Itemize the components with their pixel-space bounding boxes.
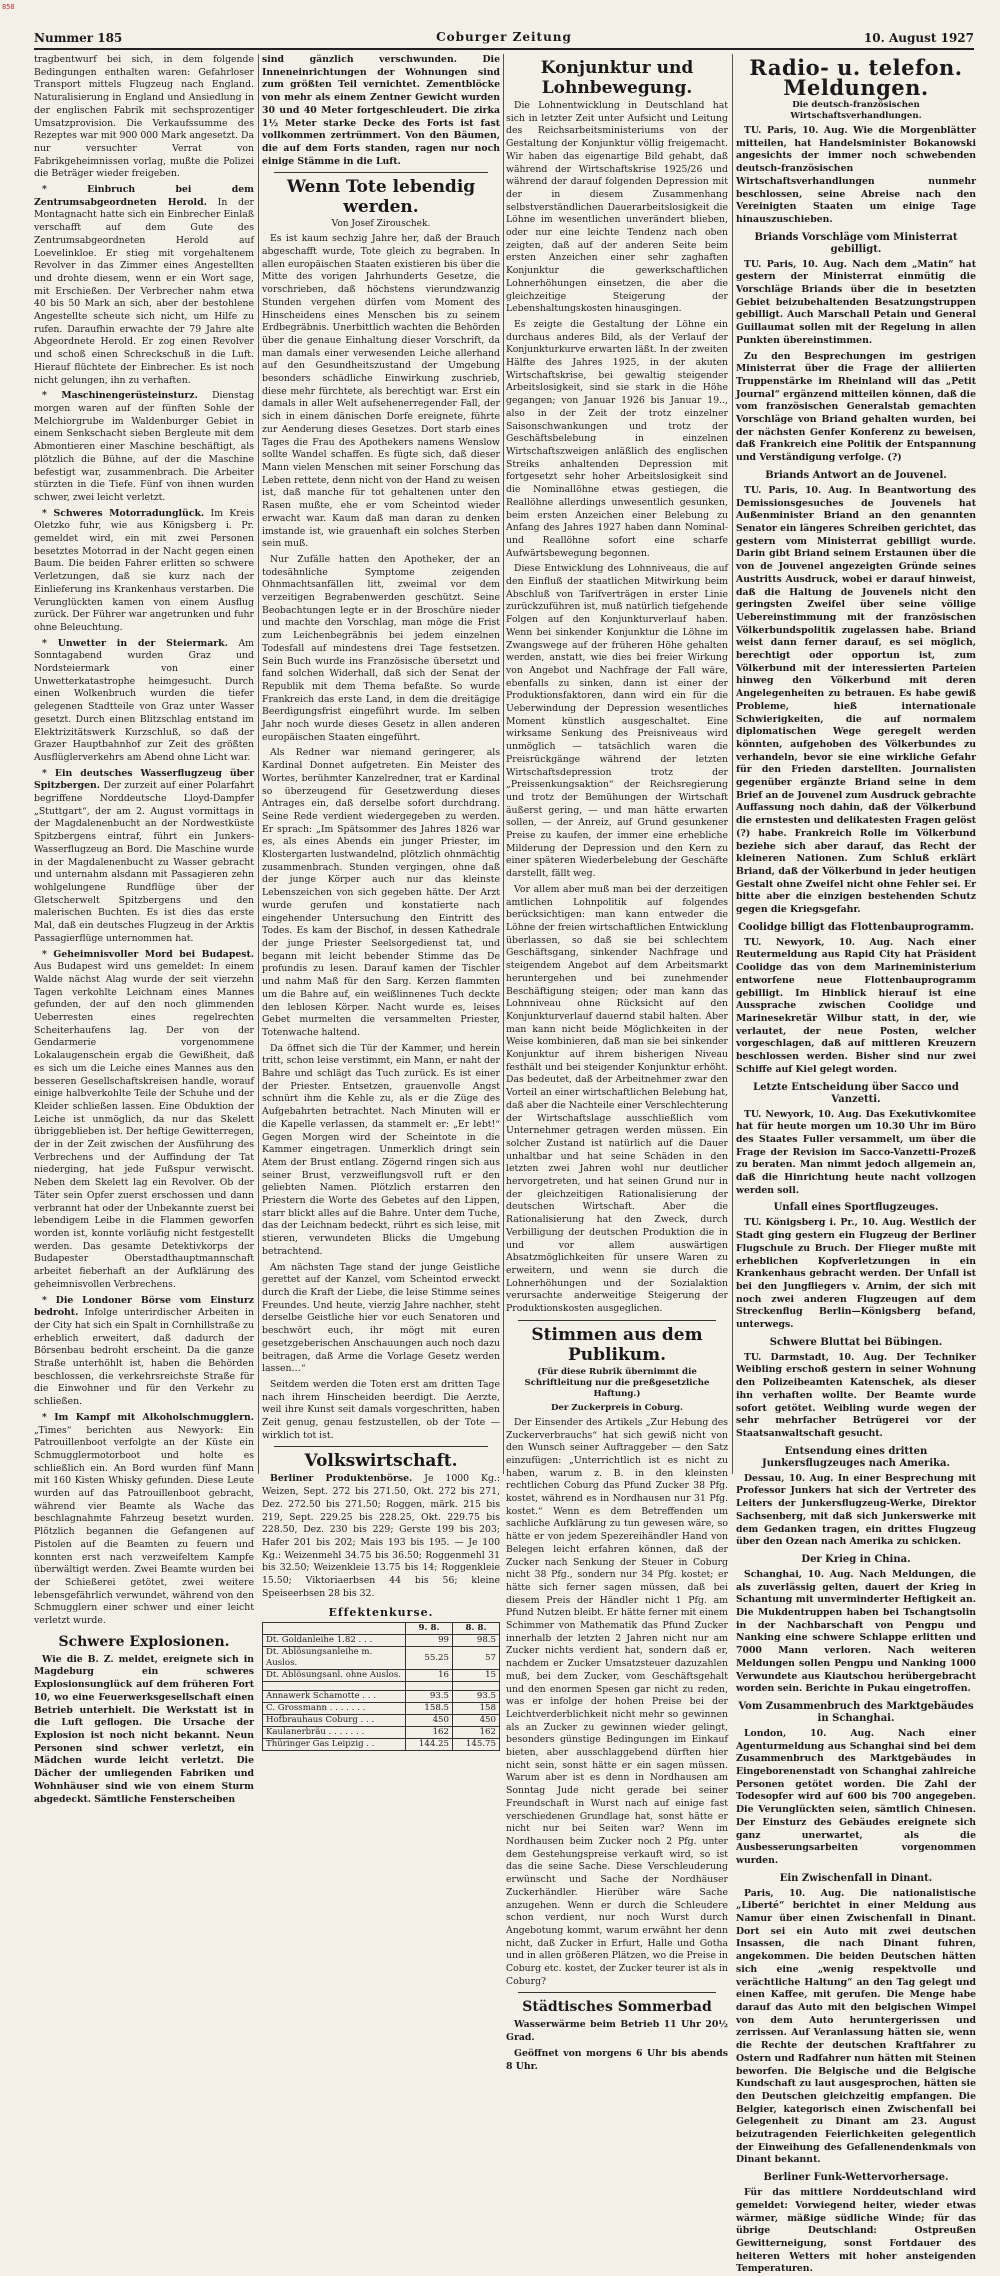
price-cell: 158.5 (406, 1703, 453, 1715)
article-text (34, 1295, 254, 1409)
table-row (263, 1647, 500, 1670)
article-subheading: Ein Zwischenfall in Dinant. (779, 1872, 933, 1884)
article-runin-heading: Berliner Produktenbörse. (270, 1473, 413, 1485)
column-divider (732, 54, 733, 1474)
security-name: Annawerk Schamotte . . . (263, 1691, 406, 1703)
table-row (263, 1670, 500, 1682)
table-header-cell: 9. 8. (406, 1623, 453, 1635)
price-cell: 158 (453, 1703, 500, 1715)
article-runin-heading: * Im Kampf mit Alkoholschmugglern. (42, 1411, 254, 1423)
article-body: Infolge unterirdischer Arbeiten in der City hat sich ein Spalt in Cornhillstraße zu erheblich erweitert, daß dadurch der Börsenbau bedroht erscheint. Da die ganze Straße unterhöhlt ist, haben die Behörden beschlossen, die verkehrsreichste Straße für die Einwohner und für den Verkehr zu schließen. (34, 1307, 254, 1408)
column-3 (506, 54, 728, 2072)
masthead: Coburger Zeitung (436, 30, 572, 44)
article-subheading: Die deutsch-französischen Wirtschaftsverhandlungen. (790, 100, 922, 121)
price-cell (406, 1682, 453, 1691)
article-text: Dessau, 10. Aug. In einer Besprechung mit Professor Junkers hat sich der Vertreter des Leiters der Junkersflugzeug-Werke, Direktor Sachsenberg, mit daß sich Junkerswerke mit dem Gedanken tragen, ein drittes Flugzeug über den Ozean nach Amerika zu schicken. (736, 1472, 976, 1548)
article-text (34, 1412, 254, 1628)
section-headline: Radio- u. telefon. Meldungen. (749, 55, 963, 100)
article-subheading: Schwere Bluttat bei Bübingen. (769, 1336, 943, 1348)
article-text: London, 10. Aug. Nach einer Agenturmeldung aus Schanghai sind bei dem Zusammenbruch des Marktgebäudes in Eingeborenenstadt von Schanghai zahlreiche Personen getötet worden. Die Zahl der Todesopfer wird auf 600 bis 700 angegeben. Die Verunglückten seien, sämtlich Chinesen. Der Einsturz des Gebäudes ereignete sich ganz unerwartet, als die Ausbesserungsarbeiten vorgenommen wurden. (736, 1727, 976, 1866)
table-header-row (263, 1623, 500, 1635)
article-runin-heading: * Ein deutsches Wasserflugzeug über Spitzbergen. (34, 767, 254, 792)
article-text (34, 508, 254, 635)
article-text: TU. Paris, 10. Aug. Nach dem „Matin“ hat gestern der Ministerrat einmütig die Vorschläge Briands über die in besetzten Gebiet beizubehaltenden Besatzungstruppen gebilligt. Auch Marschall Petain und General Guillaumat sollen mit der Regelung in allen Punkten übereinstimmen. (736, 258, 976, 346)
article-body: Je 1000 Kg.: Weizen, Sept. 272 bis 271.50, Okt. 272 bis 271, Dez. 272.50 bis 271.50; Roggen, märk. 215 bis 219, Sept. 229.25 bis 228.25, Okt. 229.75 bis 228.50, Dez. 230 bis 229; Gerste 199 bis 203; Hafer 201 bis 202; Mais 193 bis 195. — Je 100 Kg.: Weizenmehl 34.75 bis 36.50; Roggenmehl 31 bis 32.50; Weizenkleie 13.75 bis 14; Roggenkleie 15.50; Viktoriaerbsen 44 bis 56; kleine Speiseerbsen 28 bis 32. (262, 1473, 500, 1599)
article-headline: Konjunktur und Lohnbewegung. (540, 58, 694, 98)
article-runin-heading: * Maschinengerüsteinsturz. (42, 390, 198, 402)
table-header-cell (263, 1623, 406, 1635)
column-4 (736, 54, 976, 2275)
section-note: (Für diese Rubrik übernimmt die Schriftleitung nur die preßgesetzliche Haftung.) (524, 1366, 710, 1399)
price-cell: 99 (406, 1635, 453, 1647)
price-cell: 145.75 (453, 1739, 500, 1751)
article-text: TU. Newyork, 10. Aug. Nach einer Reutermeldung aus Rapid City hat Präsident Coolidge das von dem Marineministerium entworfene neue Flottenbauprogramm gebilligt. Im Hinblick hierauf ist eine Aussprache zwischen Coolidge und Marinesekretär Wilbur statt, in der, wie verlautet, der neue Posten, welcher vorgeschlagen, daß auf mittleren Kreuzern beschlossen werden. Bisher sind nur zwei Schiffe auf Kiel gelegt worden. (736, 936, 976, 1075)
security-name: Dt. Ablösungsanleihe m. Auslos. (263, 1647, 406, 1670)
article-headline: Schwere Explosionen. (58, 1633, 230, 1650)
article-text (34, 638, 254, 765)
security-name: Dt. Goldanleihe 1.82 . . . (263, 1635, 406, 1647)
price-cell: 93.5 (406, 1691, 453, 1703)
article-runin-heading: * Einbruch bei dem Zentrumsabgeordneten Herold. (34, 184, 254, 208)
article-subheading: Unfall eines Sportflugzeuges. (773, 1202, 939, 1214)
price-cell: 16 (406, 1670, 453, 1682)
security-name: Hofbrauhaus Coburg . . . (263, 1715, 406, 1727)
separator (274, 172, 488, 173)
article-runin-heading: * Schweres Motorradunglück. (42, 507, 205, 519)
article-body: Der zurzeit auf einer Polarfahrt begriffene Norddeutsche Lloyd-Dampfer „Stuttgart“, der am 2. August vormittags in der Magdalenenbucht an der Nordwestküste Spitzbergens eintraf, führt ein Junkers-Wasserflugzeug an Bord. Die Maschine wurde in der Magdalenenbucht zu Wasser gebracht und unternahm alsdann mit Passagieren zehn wohlgelungene Rundflüge über der Gletscherwelt Spitzbergens und den malerischen Buchten. Es ist dies das erste Mal, daß ein deutsches Flugzeug in der Arktis Passagierflüge unternommen hat. (34, 780, 254, 944)
article-text: TU. Newyork, 10. Aug. Das Exekutivkomitee hat für heute morgen um 10.30 Uhr im Büro des Staates Fuller versammelt, um über die Frage der Revision im Sacco-Vanzetti-Prozeß zu beraten. Man nimmt jedoch allgemein an, daß die Hinrichtung heute nacht vollzogen werden soll. (736, 1108, 976, 1196)
article-subheading: Entsendung eines dritten Junkersflugzeuges nach Amerika. (761, 1445, 951, 1469)
price-cell: 55.25 (406, 1647, 453, 1670)
article-text: Wie die B. Z. meldet, ereignete sich in Magdeburg ein schweres Explosionsunglück auf dem früheren Fort 10, wo eine Feuerwerksgesellschaft einen Betrieb unterhielt. Die Werkstatt ist in die Luft geflogen. Die Ursache der Explosion ist noch nicht bekannt. Neun Personen sind schwer verletzt, ein Mädchen wurde leicht verletzt. Die Dächer der umliegenden Fabriken und Wohnhäuser sind wie von einem Sturm abgedeckt. Sämtliche Fensterscheiben (34, 1653, 254, 1805)
article-text: Paris, 10. Aug. Die nationalistische „Liberté“ berichtet in einer Meldung aus Namur über einen Zwischenfall in Dinant. Dort sei ein Auto mit zwei deutschen Insassen, die nach Dinant fuhren, angekommen. Die beiden Deutschen hätten sich eine „wenig respektvolle und verächtliche Haltung“ an den Tag gelegt und einen Kaffee, mit gerufen. Die Menge habe darauf das Auto mit den belgischen Wimpel von dem Auto heruntergerissen und zerrissen. Auf Veranlassung hätten sie, wenn die Rechte der deutschen Kraftfahrer zu Ostern und Radfahrer nun hätten mit Steinen beworfen. Die Belgische und die Belgische Kundschaft zu laut ausgesprochen, hätten sie den Deutschen gleichzeitig empfangen. Die Belgier, kategorisch einen Zwischenfall bei Gelegenheit zu Dinant am 23. August beizutragenden Feierlichkeiten gelegentlich der Einweihung des Gefallenendenkmals von Dinant bekannt. (736, 1887, 976, 2166)
issue-date: 10. August 1927 (863, 31, 974, 45)
article-text: TU. Paris, 10. Aug. Wie die Morgenblätter mitteilen, hat Handelsminister Bokanowski angesichts der immer noch schwebenden deutsch-französischen Wirtschaftsverhandlungen nunmehr beschlossen, seine Abreise nach den Vereinigten Staaten um einige Tage hinauszuschieben. (736, 125, 976, 225)
article-text: Nur Zufälle hatten den Apotheker, der an todesähnliche Symptome zeigenden Ohnmachtsanfällen litt, zweimal vor dem verzeitigen Begrabenwerden geschützt. Seine Beobachtungen legte er in der Broschüre nieder und machte den Vorschlag, man möge die Frist zum Leichenbegräbnis bei jedem einzelnen Todesfall auf mindestens drei Tage festsetzen. Sein Buch wurde ins Französische übersetzt und fand solchen Widerhall, daß sich der Senat der Republik mit dem Thema befaßte. So wurde Frankreich das erste Land, in dem die dreitägige Beerdigungsfrist eingeführt wurde. Im selben Jahr noch wurde dieses Gesetz in allen anderen europäischen Staaten eingeführt. (262, 553, 500, 743)
security-name: Dt. Ablösungsanl. ohne Auslos. (263, 1670, 406, 1682)
article-runin-heading: * Geheimnisvoller Mord bei Budapest. (42, 948, 254, 960)
article-text: Diese Entwicklung des Lohnniveaus, die auf den Einfluß der staatlichen Mitwirkung beim Abschluß von Tarifverträgen in erster Linie zurückzuführen ist, muß natürlich tiefgehende Folgen auf den Konjunkturverlauf haben. Wenn bei sinkender Konjunktur die Löhne im Zwangswege auf der früheren Höhe gehalten werden, anstatt, wie dies bei freier Wirkung von Angebot und Nachfrage der Fall wäre, ebenfalls zu sinken, dann ist einer der Produktionsfaktoren, dann wird ein für die Ueberwindung der Depression wesentliches Moment künstlich ausgeschaltet. Eine wirksame Senkung des Preisniveaus wird unmöglich — tatsächlich waren die Preisrückgänge während der letzten Wirtschaftsdepression trotz der „Preissenkungsaktion“ der Reichsregierung und trotz der Bemühungen der Wirtschaft äußerst gering, — und man hätte erwarten sollen, — der Anreiz, auf Grund gesunkener Preise zu kaufen, der immer eine erhebliche Milderung der Depression und den Kern zu einer späteren Wiederbelebung der Geschäfte darstellt, fällt weg. (506, 563, 728, 880)
article-text: Geöffnet von morgens 6 Uhr bis abends 8 Uhr. (506, 2047, 728, 2072)
price-cell: 162 (406, 1727, 453, 1739)
article-subheading: Berliner Funk-Wettervorhersage. (763, 2172, 949, 2184)
archive-mark: 858 (2, 3, 15, 11)
issue-number: Nummer 185 (34, 31, 123, 45)
article-text (34, 949, 254, 1292)
article-text (34, 184, 254, 387)
separator (518, 1992, 716, 1993)
article-runin-heading: * Unwetter in der Steiermark. (42, 637, 228, 649)
table-row (263, 1682, 500, 1691)
article-subheading: Briands Vorschläge vom Ministerrat gebilligt. (754, 231, 958, 255)
article-text: Zu den Besprechungen im gestrigen Ministerrat über die Frage der alliierten Truppenstärke im Rheinland will das „Petit Journal“ ergänzend mitteilen können, daß die vom französischen Generalstab gemachten Vorschläge von Briand gehalten wurden, bei der nächsten Genfer Konferenz zu beweisen, daß Frankreich eine Politik der Entspannung und Verständigung verfolge. (?) (736, 350, 976, 464)
article-runin-heading: * Die Londoner Börse vom Einsturz bedroht. (34, 1294, 254, 1319)
article-subheading: Der Krieg in China. (801, 1553, 911, 1565)
article-subheading: Letzte Entscheidung über Sacco und Vanzetti. (753, 1081, 959, 1105)
page-header (34, 30, 974, 50)
article-text: Die Lohnentwicklung in Deutschland hat sich in letzter Zeit unter Aufsicht und Leitung des Reichsarbeitsministeriums von der Gestaltung der Konjunktur völlig freigemacht. Wir haben das eigenartige Bild gehabt, daß während der Wirtschaftskrise 1925/26 und während der darauf folgenden Depression mit der in diesem Zusammenhang selbstverständlichen Dauerarbeitslosigkeit die Löhne im wesentlichen unverändert blieben, oder nur eine leichte Tendenz nach oben zeigten, daß auf der anderen Seite beim ersten Anzeichen einer sehr zaghaften Konjunktur die gewerkschaftlichen Lohnerhöhungen einsetzen, die aber die gleichzeitige Steigerung der Lebenshaltungskosten hinausgingen. (506, 100, 728, 315)
section-headline: Volkswirtschaft. (304, 1451, 458, 1472)
article-text: Seitdem werden die Toten erst am dritten Tage nach ihrem Hinscheiden beerdigt. Die Aerzte, weil ihre Kunst seit damals vorgeschritten, haben Zeit genug, genau festzustellen, ob der Tote — wirklich tot ist. (262, 1378, 500, 1441)
price-cell: 144.25 (406, 1739, 453, 1751)
article-text: Für das mittlere Norddeutschland wird gemeldet: Vorwiegend heiter, wieder etwas wärmer, mäßige südliche Winde; für das übrige Deutschland: Ostpreußen Gewitterneigung, sonst Fortdauer des heiteren Wetters mit hoher ansteigenden Temperaturen. (736, 2187, 976, 2275)
separator (274, 1446, 488, 1447)
article-text: Als Redner war niemand geringerer, als Kardinal Donnet aufgetreten. Ein Meister des Wortes, berühmter Kanzelredner, trat er Kardinal so überzeugend für Gesetzwerdung dieses Antrages ein, daß derselbe sofort durchdrang. Seine Rede verdient wiedergegeben zu werden. Er sprach: „Im Spätsommer des Jahres 1826 war es, als eines Abends ein junger Priester, im Klostergarten lustwandelnd, plötzlich ohnmächtig zusammenbrach. Stunden vergingen, ohne daß der junge Körper auch nur das kleinste Lebenszeichen von sich gegeben hätte. Der Arzt wurde gerufen und konstatierte nach eingehender Untersuchung den Eintritt des Todes. Es kam der Bischof, in dessen Kathedrale der junge Priester Seelsorgedienst tat, und begann mit leicht bebender Stimme das De profundis zu lesen. Darauf kamen der Tischler und nahm Maß für den Sarg. Kerzen flammten um die Bahre auf, ein weißlinnenes Tuch deckte den leblosen Körper. Nacht wurde es, leises Gebet murmelten die versammelten Priester, Totenwache haltend. (262, 747, 500, 1038)
column-2 (262, 54, 500, 1750)
article-text: Schanghai, 10. Aug. Nach Meldungen, die als zuverlässig gelten, dauert der Krieg in Schantung mit unverminderter Heftigkeit an. Die Mukdentruppen haben bei Tschangtsolin in der Nachbarschaft von Pengpu und Nanking eine schwere Schlappe erlitten und 7000 Mann verloren. Nach weiteren Meldungen sollen Pengpu und Nanking 1000 Verwundete aus Kiautschou herübergebracht worden sein. Berichte in Pukau eingetroffen. (736, 1568, 976, 1695)
article-headline: Städtisches Sommerbad (522, 1999, 712, 2016)
article-text: Es zeigte die Gestaltung der Löhne ein durchaus anderes Bild, als der Verlauf der Konjunkturkurve erwarten läßt. In der zweiten Hälfte des Jahres 1925, in der akuten Wirtschaftskrise, bei gewaltig steigender Arbeitslosigkeit, sind sie stark in die Höhe gegangen; von Januar 1926 bis Januar 19.., also in der Zeit der trotz einzelner Saisonschwankungen und trotz der Geschäftsbelebung in einzelnen Wirtschaftszweigen anläßlich des englischen Streiks anhaltenden Depression mit fortgesetzt sehr hoher Arbeitslosigkeit sind die Nominallöhne etwas gestiegen, die Reallöhne allerdings unwesentlich gesunken, beim ersten Anzeichen einer Belebung zu Anfang des Jahres 1927 haben dann Nominal- und Reallöhne sofort eine scharfe Aufwärtsbewegung begonnen. (506, 318, 728, 559)
column-1 (34, 54, 254, 1805)
security-name: Kaulanerbräu . . . . . . . (263, 1727, 406, 1739)
security-name: C. Grossmann . . . . . . . (263, 1703, 406, 1715)
table-row (263, 1691, 500, 1703)
article-subheading: Vom Zusammenbruch des Marktgebäudes in Schanghai. (738, 1700, 974, 1724)
article-subheading: Der Zuckerpreis in Coburg. (550, 1402, 684, 1413)
article-text: Es ist kaum sechzig Jahre her, daß der Brauch abgeschafft wurde, Tote gleich zu begraben. In allen europäischen Staaten existieren bis über die Mitte des vorigen Jahrhunderts Gesetze, die vorschrieben, daß höchstens vierundzwanzig Stunden vergehen dürfen vom Moment des Hinscheidens eines Menschen bis zu seinem Erdbegräbnis. Unerbittlich wachten die Behörden über die genaue Einhaltung dieser Vorschrift, da man damals einer verwesenden Leiche allerhand auf den Gesundheitszustand der Umgebung besonders schädliche Einwirkung zuschrieb, diese mehr fürchtete, als berechtigt war. Erst ein damals in aller Welt aufsehenerregender Fall, der sich in einem dänischen Dorfe ereignete, führte zur Aenderung dieses Gesetzes. Dort starb eines Tages die Frau des Apothekers namens Wenslow sollte Wandel schaffen. Es fügte sich, daß dieser Mann vielen Menschen mit seiner Forschung das Leben rettete, denn nicht von der Hand zu weisen ist, daß manche für tot gehaltenen unter den Rasen mußte, ehe er vom Scheintod wieder erwacht war. Kaum daß man daran zu denken imstande ist, wie grauenhaft ein solches Sterben sein muß. (262, 233, 500, 550)
price-cell: 450 (453, 1715, 500, 1727)
section-headline: Stimmen aus dem Publikum. (531, 1324, 703, 1365)
price-cell (453, 1682, 500, 1691)
article-text: Der Einsender des Artikels „Zur Hebung des Zuckerverbrauchs“ hat sich gewiß nicht von den Wunsch seiner Auftraggeber — den Satz einzufügen: „Unterrichtlich ist es nicht zu haben, warum z. B. in den kleinsten rechtlichen Coburg das Pfund Zucker 38 Pfg. kostet, während es in Nordhausen nur 31 Pfg. kostet.“ Wenn es dem Betreffenden um sachliche Aufklärung zu tun gewesen wäre, so hätte er von jedem Spezereihändler Hand von Belegen leicht erfahren können, daß der Zucker nach Senkung der Steuer in Coburg nicht 38 Pfg., sondern nur 34 Pfg. kostet; er hätte sich ferner sagen müssen, daß bei diesem Preis der Händler nicht 1 Pfg. am Pfund Nutzen bleibt. Er hätte ferner mit einem Schimmer von Mathematik das Pfund Zucker innerhalb der letzten 2 Jahren nicht nur am Zucker nichts verdient hat, sondern daß er, nachdem er Zucker Umsatzsteuer dazuzahlen muß, bei dem Zucker, vom Geschäftsgehalt und den enormen Spesen gar nicht zu reden, was er infolge der hohen Preise bei der Leichtverderblichkeit nicht mehr so gewinnen als an Zucker zu gewinnen wieder gelingt, besonders günstige Bedingungen im Einkauf bieten, aber ausschlaggebend dürften hier nicht sein, sonst hätte er ein sagen müssen. Warum aber ist es denn in Nordhausen am Sonntag Jude nicht gerade bei seiner Freundschaft in Wurst nach auf einige fast verschiedenen Grundlage hat, sonst hätte er nicht nur bei Seiten war? Wenn im Nordhausen beim Zucker noch 2 Pfg. unter dem Gestehungspreise verkauft wird, so ist das die seine Sache. Diese Verschleuderung erwünscht und Sache der Nordhäuser Zuckerhändler. Hierüber wäre Sache anzugehen. Wenn er durch die Schleudere schon verdient, nur noch Wurst durch Angebotung kommt, warum erwähnt her denn nicht, daß Zucker in Erfurt, Halle und Gotha und in allen größeren Plätzen, wo die Preise in Coburg etc. kostet, der Zucker teurer ist als in Coburg? (506, 1416, 728, 1987)
article-text: TU. Königsberg i. Pr., 10. Aug. Westlich der Stadt ging gestern ein Flugzeug der Berliner Flugschule zu Bruch. Der Flieger mußte mit erheblichen Kopfverletzungen in ein Krankenhaus gebracht werden. Der Unfall ist bei den Jungfliegers v. Arnim, der sich mit noch zwei anderen Flugzeugen auf dem Streckenflug Berlin—Königsberg befand, unterwegs. (736, 1217, 976, 1331)
article-body: Im Kreis Oletzko fuhr, wie aus Königsberg i. Pr. gemeldet wird, ein mit zwei Personen besetztes Motorrad in der Nacht gegen einen Baum. Die beiden Fahrer erlitten so schwere Verletzungen, daß sie kurz nach der Einlieferung ins Krankenhaus verstarben. Die Verunglückten kamen von einem Ausflug zurück. Der Führer war angetrunken und fuhr ohne Beleuchtung. (34, 507, 254, 633)
article-body: Dienstag morgen waren auf der fünften Sohle der Melchiorgrube im Waldenburger Gebiet in einem Senkschacht sieben Bergleute mit dem Abmontieren einer Maschine beschäftigt, als plötzlich die Bühne, auf der die Maschine befestigt war, zusammenbrach. Die Arbeiter stürzten in die Tiefe. Fünf von ihnen wurden schwer, zwei leicht verletzt. (34, 390, 254, 503)
stock-table-title: Effektenkurse. (328, 1606, 434, 1620)
article-text: sind gänzlich verschwunden. Die Inneneinrichtungen der Wohnungen sind zum größten Teil vernichtet. Zementblöcke von mehr als einem Zentner Gewicht wurden 30 und 40 Meter fortgeschleudert. Die zirka 1½ Meter starke Decke des Forts ist fast vollkommen zertrümmert. Von den Bäumen, die auf dem Forts standen, ragen nur noch einige Stämme in die Luft. (262, 54, 500, 167)
article-text (34, 390, 254, 504)
article-subheading: Briands Antwort an de Jouvenel. (765, 469, 947, 481)
price-cell: 57 (453, 1647, 500, 1670)
article-headline: Wenn Tote lebendig werden. (286, 177, 476, 218)
article-text: Da öffnet sich die Tür der Kammer, und herein tritt, schon leise verstimmt, ein Mann, er naht der Bahre und schlägt das Tuch zurück. Es ist einer der Priester. Entsetzen, grauenvolle Angst schnürt ihm die Kehle zu, als er die Züge des Aufgebahrten betrachtet. Nach Minuten will er die Kapelle verlassen, da stammelt er: „Er lebt!“ Gegen Morgen wird der Scheintote in die Kammer eingetragen. Unmerklich dringt sein Atem der Brust entlang. Zögernd ringen sich aus seiner Brust, verzweiflungsvoll ruft er den geliebten Namen. Plötzlich erstarren den Priestern die Worte des Gebetes auf den Lippen, starr blickt alles auf die Bahre. Unter dem Tuche, das der Leichnam bedeckt, rührt es sich leise, mit stieren, verwundeten Blicks die Umgebung betrachtend. (262, 1042, 500, 1257)
table-row (263, 1703, 500, 1715)
article-body: Aus Budapest wird uns gemeldet: In einem Walde nächst Alag wurde der seit vierzehn Tagen verkohlte Leichnam eines Mannes gefunden, der auf den noch glimmenden Ueberresten eines regelrechten Scheiterhaufens lag. Der von der Gendarmerie vorgenommene Lokalaugenschein ergab die Gewißheit, daß es sich um die Leiche eines Mannes aus den besseren Gesellschaftskreisen handle, worauf einige halbverkohlte Teile der Schuhe und der Kleider schließen lassen. Eine Obduktion der Leiche ist unmöglich, da nur das Skelett übriggeblieben ist. Der heftige Gewitterregen, der in der Zeit zwischen der Ausführung des Verbrechens und der Auffindung der Tat niederging, hat jede Fußspur verwischt. Neben dem Skelett lag ein Revolver. Ob der Täter sein Opfer zuerst erschossen und dann verbrannt hat oder der Unbekannte zuerst bei lebendigem Leibe in die Flammen geworfen worden ist, konnte vorläufig nicht festgestellt werden. Das gesamte Detektivkorps der Budapester Oberstadthauptmannschaft arbeitet fieberhaft an der Aufklärung des geheimnisvollen Verbrechens. (34, 961, 254, 1290)
article-text (34, 768, 254, 946)
article-text (262, 1473, 500, 1600)
table-row (263, 1727, 500, 1739)
article-body: Am Sonntagabend wurden Graz und Nordsteiermark von einer Unwetterkatastrophe heimgesucht. Durch einen Wolkenbruch wurden die tiefer gelegenen Stadtteile von Graz unter Wasser gesetzt. Durch einen Blitzschlag entstand im Elektrizitätswerk Kurzschluß, so daß der Grazer Hauptbahnhof zur Zeit des größten Ausflüglerverkehrs am Abend ohne Licht war. (34, 637, 254, 763)
price-cell: 93.5 (453, 1691, 500, 1703)
article-text: Am nächsten Tage stand der junge Geistliche gerettet auf der Kanzel, vom Scheintod erweckt durch die Kraft der Liebe, die leise Stimme seines Freundes. Und heute, vierzig Jahre nachher, steht derselbe Geistliche hier vor euch Senatoren und beschwört euch, ihr mögt mit euren gesetzgeberischen Anschauungen auch noch dazu beitragen, daß Arme die Vorlage Gesetz werden lassen…“ (262, 1261, 500, 1375)
article-byline: Von Josef Zirouschek. (331, 219, 431, 230)
table-row (263, 1715, 500, 1727)
price-cell: 15 (453, 1670, 500, 1682)
column-divider (258, 54, 259, 1474)
article-text: TU. Paris, 10. Aug. In Beantwortung des Demissionsgesuches de Jouvenels hat Außenminister Briand an den genannten Senator ein längeres Schreiben gerichtet, das gestern vom Ministerrat gebilligt wurde. Darin gibt Briand seinem Erstaunen über die von de Jouvenel angezeigten Gründe seines Austritts Ausdruck, wobei er darauf hinweist, daß die Haltung de Jouvenels nicht den geringsten Zweifel über seine völlige Uebereinstimmung mit der französischen Völkerbundspolitik zugelassen habe. Briand weist dann ferner darauf, es sei möglich, berechtigt oder opportun ist, zum Völkerbund mit der interessierten Parteien hinweg den Völkerbund mit deren Angelegenheiten zu betrauen. Es habe gewiß Probleme, hieß internationale Schwierigkeiten, die auf normalem diplomatischen Wege geregelt werden könnten, aufgehoben des Völkerbundes zu verhandeln, bevor sie eine wirkliche Gefahr für den Frieden darstellten. Journalisten gegenüber ergänzte Briand seine in dem Brief an de Jouvenel zum Ausdruck gebrachte Auffassung noch dahin, daß der Völkerbund die ernstesten und delikatesten Fragen gelöst (?) habe. Frankreich Rolle im Völkerbund beziehe sich aber darauf, das Recht der kleineren Nationen. Zum Schluß erklärt Briand, daß der Völkerbund in jeder heutigen Gestalt ohne Zweifel nicht ohne Fehler sei. Er bitte aber die einzigen bestehenden Schutz gegen die Kriegsgefahr. (736, 484, 976, 916)
security-name: Thüringer Gas Leipzig . . (263, 1739, 406, 1751)
stock-table (262, 1622, 500, 1751)
article-body: „Times“ berichten aus Newyork: Ein Patrouillenboot verfolgte an der Küste ein Schmugglermotorboot und holte es schließlich ein. An Bord wurden fünf Mann mit 160 Kisten Whisky gefunden. Diese Leute wurden auf das Patrouillenboot gebracht, während vier Beamte als Wache das beschlagnahmte Fahrzeug besetzt wurden. Plötzlich begannen die Gefangenen auf Pistolen auf die Beamten zu feuern und konnten erst nach verzweifeltem Kampfe überwältigt werden. Zwei Beamte wurden bei der Schießerei getötet, zwei weitere lebensgefährlich verwundet, während von den Schmugglern einer schwer und einer leicht verletzt wurde. (34, 1424, 254, 1627)
column-divider (503, 54, 504, 1474)
table-row (263, 1739, 500, 1751)
table-row (263, 1635, 500, 1647)
security-name (263, 1682, 406, 1691)
separator (518, 1320, 716, 1321)
article-text: tragbentwurf bei sich, in dem folgende Bedingungen enthalten waren: Gefahrloser Transport mittels Flugzeug nach England. Naturalisierung in England und Ansiedlung in der englischen Fabrik mit sechsprozentiger Umsatzprovision. Die Verkaufssumme des Rezeptes war mit 900 000 Mark angesetzt. Da nur versuchter Verrat von Fabrikgeheimnissen vorlag, mußte die Polizei die Beträger wieder freigeben. (34, 54, 254, 180)
article-text: Wasserwärme beim Betrieb 11 Uhr 20½ Grad. (506, 2019, 728, 2044)
article-subheading: Coolidge billigt das Flottenbauprogramm. (737, 921, 975, 933)
article-text: TU. Darmstadt, 10. Aug. Der Techniker Weibling erschoß gestern in seiner Wohnung den Polizeibeamten Katenschek, als dieser ihn verhaften wollte. Der Beamte wurde sofort getötet. Weibling wurde wegen der sehr mehrfacher Betrügerei vor der Staatsanwaltschaft gesucht. (736, 1351, 976, 1439)
price-cell: 162 (453, 1727, 500, 1739)
table-header-cell: 8. 8. (453, 1623, 500, 1635)
price-cell: 450 (406, 1715, 453, 1727)
price-cell: 98.5 (453, 1635, 500, 1647)
article-body: In der Montagnacht hatte sich ein Einbrecher Einlaß verschafft auf dem Gute des Zentrumsabgeordneten Herold auf Loevelinkloe. Er stieg mit vorgehaltenem Revolver in das Zimmer eines Angestellten und drohte diesem, wenn er ein Wort sage, mit Erschießen. Der Verbrecher nahm etwa 40 bis 50 Mark an sich, aber der bestohlene Angestellte scheute sich nicht, um Hilfe zu rufen. Daraufhin erwachte der 79 Jahre alte Abgeordnete Herold. Er zog einen Revolver und schoß einen Schreckschuß in die Luft. Hierauf flüchtete der Einbrecher. Es ist noch nicht gelungen, ihn zu verhaften. (34, 196, 254, 386)
article-text: Vor allem aber muß man bei der derzeitigen amtlichen Lohnpolitik auf folgendes berücksichtigen: man kann entweder die Löhne der freien wirtschaftlichen Entwicklung überlassen, so daß sie bei schlechtem Geschäftsgang, sinkender Nachfrage und steigendem Angebot auf dem Arbeitsmarkt heruntergehen und bei zunehmender Beschäftigung steigen; oder man kann das Lohnniveau ohne Rücksicht auf den Konjunkturverlauf dauernd stabil halten. Aber man kann nicht beide Möglichkeiten in der Weise kombinieren, daß man sie bei sinkender Konjunktur auf ihrem bisherigen Niveau festhält und bei steigender Konjunktur erhöht. Das bedeutet, daß der Arbeitnehmer zwar den Vorteil an einer wirtschaftlichen Belebung hat, daß aber die Nachteile einer Verschlechterung der Wirtschaftslage ausschließlich vom Unternehmer getragen werden müssen. Ein solcher Zustand ist natürlich auf die Dauer unhaltbar und hat seine Schäden in den letzten zwei Jahren wohl nur deutlicher hervorgetreten, und hat seinen Grund nur in der gleichzeitigen Rationalisierung der deutschen Wirtschaft. Aber die Rationalisierung hat den Zweck, durch Verbilligung der deutschen Produktion die in und vor allem auswärtigen Absatzmöglichkeiten für unsere Waren zu erweitern, und wenn sie durch die Lohnerhöhungen und der Sozialaktion verursachte anderweitige Steigerung der Produktionskosten ausgeglichen. (506, 883, 728, 1315)
